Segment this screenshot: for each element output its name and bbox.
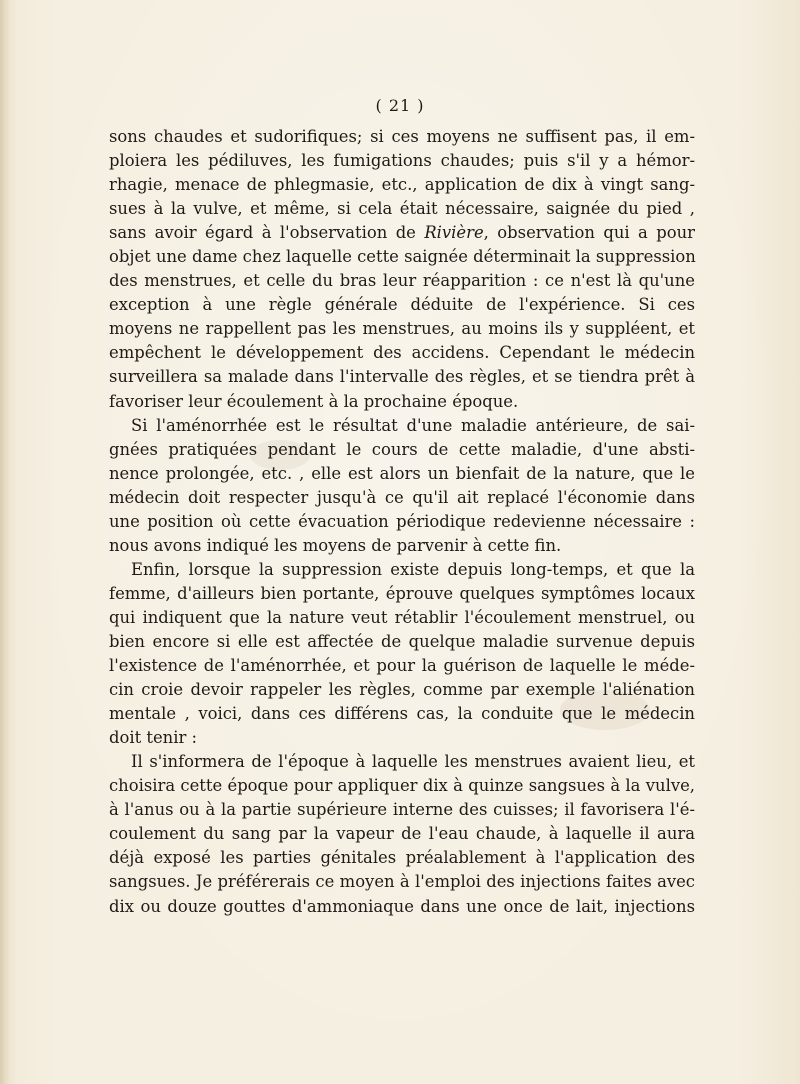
text-line: mentale , voici, dans ces différens cas, la conduite que le médecin <box>109 704 695 724</box>
text-line: qui indiquent que la nature veut rétablir l'écoulement menstruel, ou <box>109 607 695 627</box>
text-line: bien encore si elle est affectée de quelque maladie survenue depuis <box>109 631 695 651</box>
body-text <box>109 125 695 919</box>
text-line: doit tenir : <box>109 728 198 748</box>
text-line-paragraph-start: Il s'informera de l'époque à laquelle les menstrues avaient lieu, et <box>131 752 695 772</box>
text-line: déjà exposé les parties génitales préalablement à l'application des <box>109 848 695 868</box>
text-line: rhagie, menace de phlegmasie, etc., application de dix à vingt sang- <box>109 175 695 195</box>
text-line-paragraph-start: Enfin, lorsque la suppression existe depuis long-temps, et que la <box>131 559 695 579</box>
text-line: l'existence de l'aménorrhée, et pour la guérison de laquelle le méde- <box>109 656 695 676</box>
text-line: sangsues. Je préférerais ce moyen à l'emploi des injections faites avec <box>109 872 695 892</box>
text-line: coulement du sang par la vapeur de l'eau chaude, à laquelle il aura <box>109 824 695 844</box>
text-line: empêchent le développement des accidens. Cependant le médecin <box>109 343 695 363</box>
text-line: sues à la vulve, et même, si cela était nécessaire, saignée du pied , <box>109 199 695 219</box>
text-line: femme, d'ailleurs bien portante, éprouve quelques symptômes locaux <box>109 583 695 603</box>
text-line: nous avons indiqué les moyens de parvenir à cette fin. <box>109 535 562 555</box>
text-line: choisira cette époque pour appliquer dix à quinze sangsues à la vulve, <box>109 776 695 796</box>
text-line: sons chaudes et sudorifiques; si ces moyens ne suffisent pas, il em- <box>109 127 695 146</box>
text-line-with-citation <box>109 221 695 245</box>
cited-author: Rivière <box>424 223 484 243</box>
text-line: nence prolongée, etc. , elle est alors un bienfait de la nature, que le <box>109 463 695 483</box>
text-segment: , observation qui a pour <box>483 223 696 243</box>
text-line: objet une dame chez laquelle cette saignée déterminait la suppression <box>109 247 696 267</box>
text-line: surveillera sa malade dans l'intervalle des règles, et se tiendra prêt à <box>109 367 695 387</box>
text-line: favoriser leur écoulement à la prochaine époque. <box>109 391 519 411</box>
text-line: médecin doit respecter jusqu'à ce qu'il ait replacé l'économie dans <box>109 487 695 507</box>
text-line: exception à une règle générale déduite de l'expérience. Si ces <box>109 295 695 315</box>
text-line-paragraph-start: Si l'aménorrhée est le résultat d'une maladie antérieure, de sai- <box>131 415 695 435</box>
page-number: ( 21 ) <box>375 96 425 115</box>
text-line: cin croie devoir rappeler les règles, comme par exemple l'aliénation <box>109 680 695 700</box>
text-line: une position où cette évacuation périodique redevienne nécessaire : <box>109 511 695 531</box>
text-line: moyens ne rappellent pas les menstrues, au moins ils y suppléent, et <box>109 319 695 339</box>
text-line: gnées pratiquées pendant le cours de cette maladie, d'une absti- <box>109 439 695 459</box>
text-segment: sans avoir égard à l'observation de <box>109 223 425 243</box>
binding-edge <box>0 0 10 1084</box>
text-line: dix ou douze gouttes d'ammoniaque dans une once de lait, injections <box>109 896 695 916</box>
text-line: à l'anus ou à la partie supérieure interne des cuisses; il favorisera l'é- <box>109 800 695 820</box>
text-line: des menstrues, et celle du bras leur réapparition : ce n'est là qu'une <box>109 271 695 291</box>
text-line: ploiera les pédiluves, les fumigations chaudes; puis s'il y a hémor- <box>109 151 695 171</box>
